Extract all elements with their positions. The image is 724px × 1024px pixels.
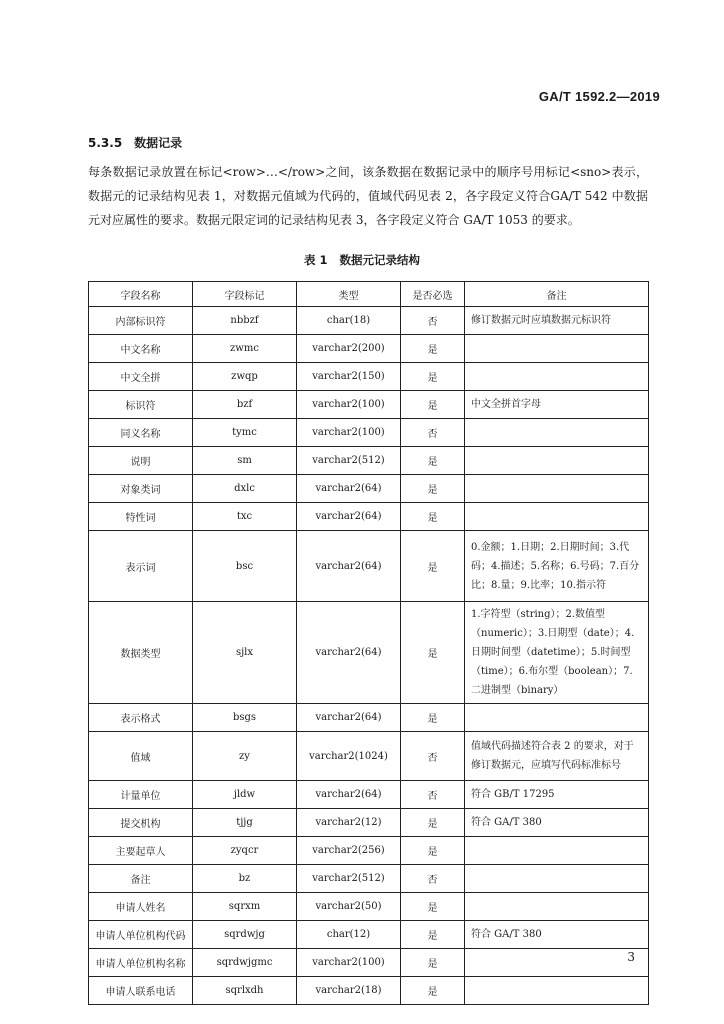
required-cell: 是 (401, 391, 465, 419)
field-name-cell: 表示格式 (89, 704, 193, 732)
field-tag-cell: tymc (193, 419, 297, 447)
type-cell: varchar2(100) (297, 391, 401, 419)
field-name-cell: 申请人姓名 (89, 893, 193, 921)
remark-cell (465, 893, 649, 921)
required-cell: 否 (401, 781, 465, 809)
field-name-cell: 中文名称 (89, 335, 193, 363)
type-cell: varchar2(64) (297, 602, 401, 704)
type-cell: varchar2(512) (297, 865, 401, 893)
remark-cell: 符合 GA/T 380 (465, 809, 649, 837)
table-row (89, 837, 649, 865)
table-row (89, 949, 649, 977)
remark-cell (465, 977, 649, 1005)
type-cell: varchar2(64) (297, 475, 401, 503)
field-name-cell: 同义名称 (89, 419, 193, 447)
field-name-cell: 值域 (89, 732, 193, 781)
field-tag-cell: sqrdwjgmc (193, 949, 297, 977)
section-title: 数据记录 (134, 136, 183, 150)
field-name-cell: 主要起草人 (89, 837, 193, 865)
field-tag-cell: sqrdwjg (193, 921, 297, 949)
type-cell: varchar2(256) (297, 837, 401, 865)
field-name-cell: 说明 (89, 447, 193, 475)
field-tag-cell: sjlx (193, 602, 297, 704)
section-heading (88, 134, 182, 151)
table-row (89, 893, 649, 921)
document-code: GA/T 1592.2—2019 (538, 89, 660, 104)
field-tag-cell: zyqcr (193, 837, 297, 865)
field-tag-cell: zwqp (193, 363, 297, 391)
field-name-cell: 对象类词 (89, 475, 193, 503)
page-number: 3 (627, 950, 635, 964)
required-cell: 否 (401, 307, 465, 335)
remark-cell (465, 704, 649, 732)
field-tag-cell: sqrxm (193, 893, 297, 921)
remark-cell (465, 949, 649, 977)
table-row (89, 781, 649, 809)
field-tag-cell: zy (193, 732, 297, 781)
type-cell: varchar2(100) (297, 419, 401, 447)
remark-cell: 修订数据元时应填数据元标识符 (465, 307, 649, 335)
header-remark: 备注 (465, 282, 649, 307)
table-body (89, 307, 649, 1005)
body-paragraph: 每条数据记录放置在标记<row>…</row>之间，该条数据在数据记录中的顺序号用标记<sno>表示，数据元的记录结构见表 1，对数据元值域为代码的，值域代码见表 2，各字段定义符合GA/T 542 中数据元对应属性的要求。数据元限定词的记录结构见表 3，各字段定义符合 GA/T 1053 的要求。 (88, 165, 648, 227)
table-row (89, 732, 649, 781)
field-name-cell: 提交机构 (89, 809, 193, 837)
remark-cell (465, 447, 649, 475)
remark-cell: 0.金额；1.日期；2.日期时间；3.代码；4.描述；5.名称；6.号码；7.百分比；8.量；9.比率；10.指示符 (465, 531, 649, 602)
section-number: 5.3.5 (88, 136, 123, 150)
required-cell: 否 (401, 732, 465, 781)
remark-cell (465, 837, 649, 865)
table-row (89, 921, 649, 949)
table-row (89, 531, 649, 602)
table-row (89, 447, 649, 475)
type-cell: varchar2(1024) (297, 732, 401, 781)
field-tag-cell: txc (193, 503, 297, 531)
field-name-cell: 特性词 (89, 503, 193, 531)
table-row (89, 335, 649, 363)
type-cell: varchar2(18) (297, 977, 401, 1005)
remark-cell: 符合 GA/T 380 (465, 921, 649, 949)
header-type: 类型 (297, 282, 401, 307)
type-cell: varchar2(200) (297, 335, 401, 363)
table-row (89, 503, 649, 531)
required-cell: 是 (401, 977, 465, 1005)
header-field-tag: 字段标记 (193, 282, 297, 307)
field-name-cell: 申请人单位机构代码 (89, 921, 193, 949)
field-name-cell: 标识符 (89, 391, 193, 419)
type-cell: varchar2(50) (297, 893, 401, 921)
required-cell: 是 (401, 447, 465, 475)
table-row (89, 704, 649, 732)
field-name-cell: 数据类型 (89, 602, 193, 704)
type-cell: varchar2(64) (297, 704, 401, 732)
remark-cell: 值域代码描述符合表 2 的要求，对于修订数据元，应填写代码标准标号 (465, 732, 649, 781)
required-cell: 是 (401, 949, 465, 977)
field-tag-cell: tjjg (193, 809, 297, 837)
table-row (89, 602, 649, 704)
field-tag-cell: bz (193, 865, 297, 893)
required-cell: 否 (401, 419, 465, 447)
field-name-cell: 申请人单位机构名称 (89, 949, 193, 977)
header-field-name: 字段名称 (89, 282, 193, 307)
remark-cell (465, 865, 649, 893)
table-row (89, 363, 649, 391)
table-row (89, 865, 649, 893)
required-cell: 是 (401, 363, 465, 391)
field-tag-cell: sqrlxdh (193, 977, 297, 1005)
field-tag-cell: sm (193, 447, 297, 475)
type-cell: varchar2(64) (297, 531, 401, 602)
table-row (89, 977, 649, 1005)
remark-cell: 1.字符型（string）；2.数值型（numeric）；3.日期型（date）；4.日期时间型（datetime）；5.时间型（time）；6.布尔型（boolean）；7.二进制型（binary） (465, 602, 649, 704)
table-row (89, 391, 649, 419)
field-tag-cell: bzf (193, 391, 297, 419)
field-name-cell: 备注 (89, 865, 193, 893)
type-cell: varchar2(12) (297, 809, 401, 837)
remark-cell (465, 335, 649, 363)
field-tag-cell: nbbzf (193, 307, 297, 335)
table-caption-number: 表 1 (303, 253, 328, 267)
data-element-record-table (88, 281, 649, 1005)
required-cell: 是 (401, 893, 465, 921)
required-cell: 是 (401, 704, 465, 732)
field-tag-cell: jldw (193, 781, 297, 809)
table-row (89, 307, 649, 335)
field-tag-cell: bsc (193, 531, 297, 602)
type-cell: varchar2(512) (297, 447, 401, 475)
required-cell: 是 (401, 335, 465, 363)
field-tag-cell: zwmc (193, 335, 297, 363)
type-cell: varchar2(150) (297, 363, 401, 391)
field-tag-cell: dxlc (193, 475, 297, 503)
remark-cell (465, 475, 649, 503)
required-cell: 是 (401, 475, 465, 503)
table-header-row (89, 282, 649, 307)
type-cell: varchar2(64) (297, 781, 401, 809)
remark-cell (465, 419, 649, 447)
type-cell: char(18) (297, 307, 401, 335)
table-row (89, 475, 649, 503)
required-cell: 是 (401, 602, 465, 704)
field-name-cell: 中文全拼 (89, 363, 193, 391)
remark-cell: 符合 GB/T 17295 (465, 781, 649, 809)
remark-cell (465, 503, 649, 531)
field-name-cell: 表示词 (89, 531, 193, 602)
field-name-cell: 内部标识符 (89, 307, 193, 335)
required-cell: 是 (401, 837, 465, 865)
type-cell: varchar2(100) (297, 949, 401, 977)
table-caption (0, 252, 724, 268)
field-tag-cell: bsgs (193, 704, 297, 732)
field-name-cell: 申请人联系电话 (89, 977, 193, 1005)
table-row (89, 809, 649, 837)
header-required: 是否必选 (401, 282, 465, 307)
required-cell: 否 (401, 865, 465, 893)
required-cell: 是 (401, 809, 465, 837)
remark-cell: 中文全拼首字母 (465, 391, 649, 419)
required-cell: 是 (401, 531, 465, 602)
required-cell: 是 (401, 921, 465, 949)
remark-cell (465, 363, 649, 391)
table-row (89, 419, 649, 447)
field-name-cell: 计量单位 (89, 781, 193, 809)
required-cell: 是 (401, 503, 465, 531)
type-cell: char(12) (297, 921, 401, 949)
table-caption-title: 数据元记录结构 (339, 253, 420, 267)
type-cell: varchar2(64) (297, 503, 401, 531)
